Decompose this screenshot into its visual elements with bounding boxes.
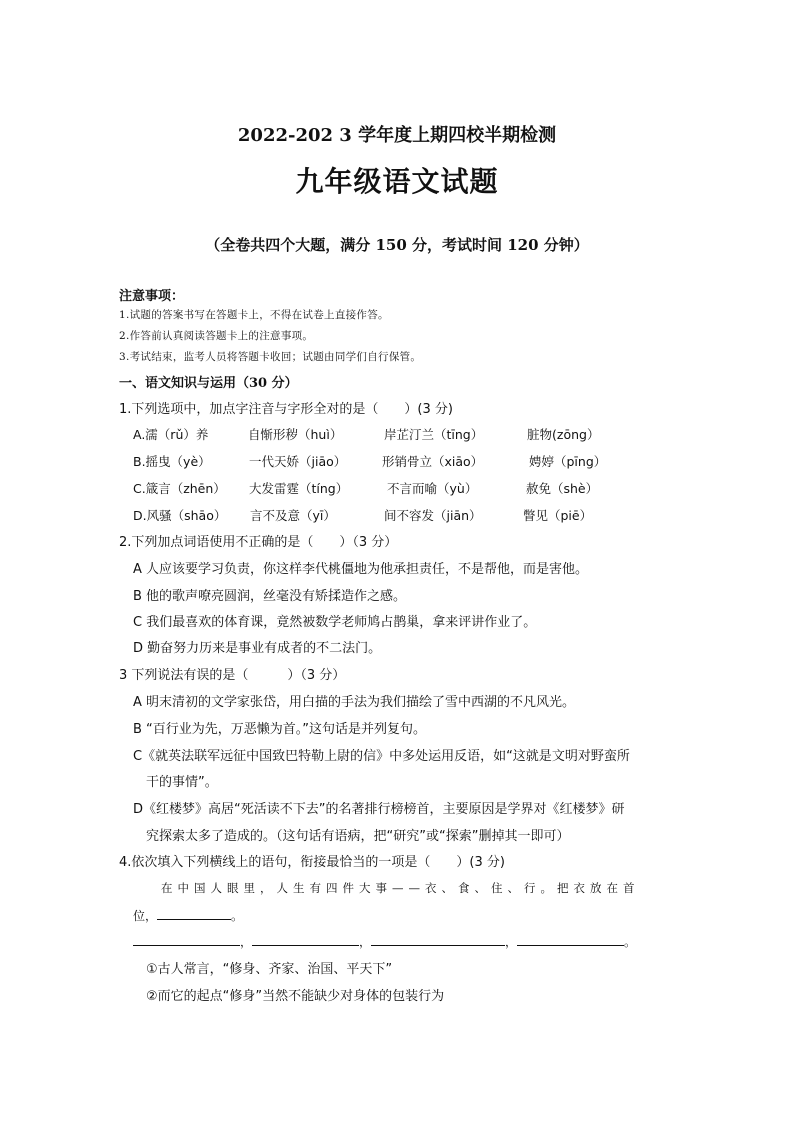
q1-option: 言不及意（yī）	[250, 508, 336, 523]
q2-option: B 他的歌声嘹亮圆润，丝毫没有矫揉造作之感。	[133, 589, 407, 604]
q1-option: 瞥见（piē）	[523, 508, 593, 523]
q2-option: D 勤奋努力历来是事业有成者的不二法门。	[133, 641, 382, 656]
punctuation: 。	[624, 935, 637, 949]
exam-header-line: 2022-202 3 学年度上期四校半期检测	[237, 125, 557, 146]
note-item: 3.考试结束，监考人员将答题卡收回；试题由同学们自行保管。	[119, 351, 422, 363]
q1-option: 不言而喻（yù）	[387, 481, 478, 496]
q1-option: 岸芷汀兰（tīng）	[384, 427, 484, 442]
q3-option-continued: 干的事情”。	[146, 775, 218, 790]
question-3-stem: 3 下列说法有误的是（ ）（3 分）	[119, 668, 346, 683]
answer-blank[interactable]	[157, 907, 231, 920]
q4-item: ①古人常言，“修身、齐家、治国、平天下”	[146, 962, 393, 977]
q1-option: 大发雷霆（tíng）	[249, 481, 349, 496]
q1-option: 一代天娇（jiāo）	[249, 454, 347, 469]
q4-passage-line	[133, 907, 243, 924]
q1-option: 脏物(zōng）	[527, 427, 600, 442]
question-4-stem: 4.依次填入下列横线上的语句，衔接最恰当的一项是（ ）(3 分)	[119, 855, 505, 870]
q1-option: A.濡（rǔ）养	[133, 427, 209, 442]
note-item: 2.作答前认真阅读答题卡上的注意事项。	[119, 330, 314, 342]
answer-blank[interactable]	[371, 933, 505, 946]
q4-blank-line	[133, 933, 636, 950]
q1-option: D.风骚（shāo）	[133, 508, 227, 523]
q1-option: 形销骨立（xiāo）	[382, 454, 484, 469]
q1-option: C.箴言（zhēn）	[133, 481, 226, 496]
q3-option: D《红楼梦》高居“死活读不下去”的名著排行榜榜首，主要原因是学界对《红楼梦》研	[133, 802, 625, 817]
q2-option: C 我们最喜欢的体育课，竟然被数学老师鸠占鹊巢，拿来评讲作业了。	[133, 615, 537, 630]
note-item: 1.试题的答案书写在答题卡上，不得在试卷上直接作答。	[119, 309, 389, 321]
q1-option: 自惭形秽（huì）	[248, 427, 343, 442]
q4-item: ②而它的起点“修身”当然不能缺少对身体的包装行为	[146, 989, 445, 1004]
answer-blank[interactable]	[517, 933, 624, 946]
punctuation: ，	[359, 935, 372, 949]
question-1-stem: 1.下列选项中，加点字注音与字形全对的是（ ）(3 分)	[119, 402, 453, 417]
section-title: 一、语文知识与运用（30 分）	[119, 376, 298, 391]
q3-option-continued: 究探索太多了造成的。（这句话有语病，把“研究”或“探索”删掉其一即可）	[146, 829, 570, 844]
q3-option: C《就英法联军远征中国致巴特勒上尉的信》中多处运用反语，如“这就是文明对野蛮所	[133, 749, 630, 764]
q4-passage-text: 位，	[133, 909, 158, 923]
punctuation: 。	[231, 909, 244, 923]
q3-option: B “百行业为先，万恶懒为首。”这句话是并列复句。	[133, 722, 427, 737]
answer-blank[interactable]	[252, 933, 359, 946]
answer-blank[interactable]	[133, 933, 240, 946]
q1-option: B.摇曳（yè）	[133, 454, 211, 469]
notes-title: 注意事项：	[119, 289, 185, 304]
exam-title: 九年级语文试题	[295, 165, 499, 198]
q1-option: 间不容发（jiān）	[384, 508, 482, 523]
question-2-stem: 2.下列加点词语使用不正确的是（ ）（3 分）	[119, 535, 398, 550]
punctuation: ，	[505, 935, 518, 949]
q4-passage: 在中国人眼里，人生有四件大事——衣、食、住、行。把衣放在首	[161, 881, 640, 895]
punctuation: ，	[240, 935, 253, 949]
q2-option: A 人应该要学习负责，你这样李代桃僵地为他承担责任，不是帮他，而是害他。	[133, 562, 589, 577]
exam-info: （全卷共四个大题，满分 150 分，考试时间 120 分钟）	[205, 236, 589, 254]
q3-option: A 明末清初的文学家张岱，用白描的手法为我们描绘了雪中西湖的不凡风光。	[133, 695, 576, 710]
q1-option: 娉婷（pīng）	[529, 454, 607, 469]
q1-option: 赦免（shè）	[526, 481, 599, 496]
